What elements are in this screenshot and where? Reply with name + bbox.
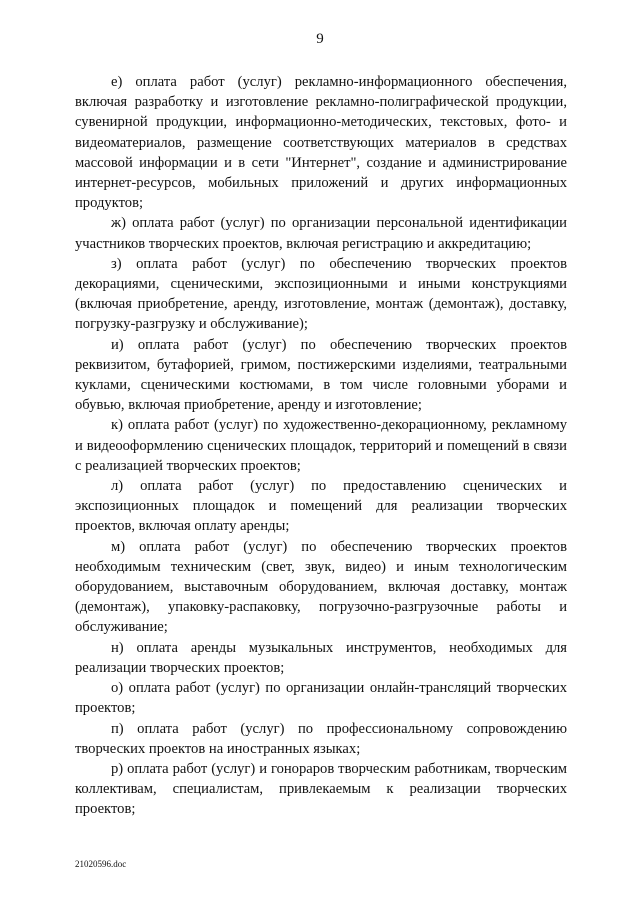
paragraph-k: к) оплата работ (услуг) по художественно-декорационному, рекламному и видеооформлению сценических площадок, территорий и помещений в связи с реализацией творческих проектов; (75, 417, 567, 474)
paragraph-l: л) оплата работ (услуг) по предоставлению сценических и экспозиционных площадок и помещений для реализации творческих проектов, включая оплату аренды; (75, 478, 567, 535)
document-footer-code: 21020596.doc (75, 859, 127, 869)
paragraph-o: о) оплата работ (услуг) по организации онлайн-трансляций творческих проектов; (75, 680, 567, 717)
paragraph-e: е) оплата работ (услуг) рекламно-информационного обеспечения, включая разработку и изготовление рекламно-полиграфической продукции, сувенирной продукции, информационно-методических, текстовых, фото- и видеоматериалов, размещение соответствующих материалов в средствах массовой информации и в сети "Интернет", создание и администрирование интернет-ресурсов, мобильных приложений и других информационных продуктов; (75, 74, 567, 212)
paragraph-m: м) оплата работ (услуг) по обеспечению творческих проектов необходимым техническим (свет, звук, видео) и иным технологическим оборудованием, выставочным оборудованием, включая доставку, монтаж (демонтаж), упаковку-распаковку, погрузочно-разгрузочные работы и обслуживание; (75, 538, 567, 636)
page-number: 9 (316, 31, 324, 47)
paragraph-zh: ж) оплата работ (услуг) по организации персональной идентификации участников творческих проектов, включая регистрацию и аккредитацию; (75, 215, 567, 252)
paragraph-p: п) оплата работ (услуг) по профессиональному сопровождению творческих проектов на иностранных языках; (75, 720, 567, 757)
paragraph-n: н) оплата аренды музыкальных инструментов, необходимых для реализации творческих проектов; (75, 639, 567, 676)
document-body (75, 72, 567, 820)
paragraph-i: и) оплата работ (услуг) по обеспечению творческих проектов реквизитом, бутафорией, гримом, постижерскими изделиями, театральными куклами, сценическими костюмами, в том числе головными уборами и обувью, включая приобретение, аренду и изготовление; (75, 336, 567, 414)
paragraph-r: р) оплата работ (услуг) и гонораров творческим работникам, творческим коллективам, специалистам, привлекаемым к реализации творческих проектов; (75, 760, 567, 818)
paragraph-z: з) оплата работ (услуг) по обеспечению творческих проектов декорациями, сценическими, экспозиционными и иными конструкциями (включая приобретение, аренду, изготовление, монтаж (демонтаж), доставку, погрузку-разгрузку и обслуживание); (75, 255, 567, 333)
